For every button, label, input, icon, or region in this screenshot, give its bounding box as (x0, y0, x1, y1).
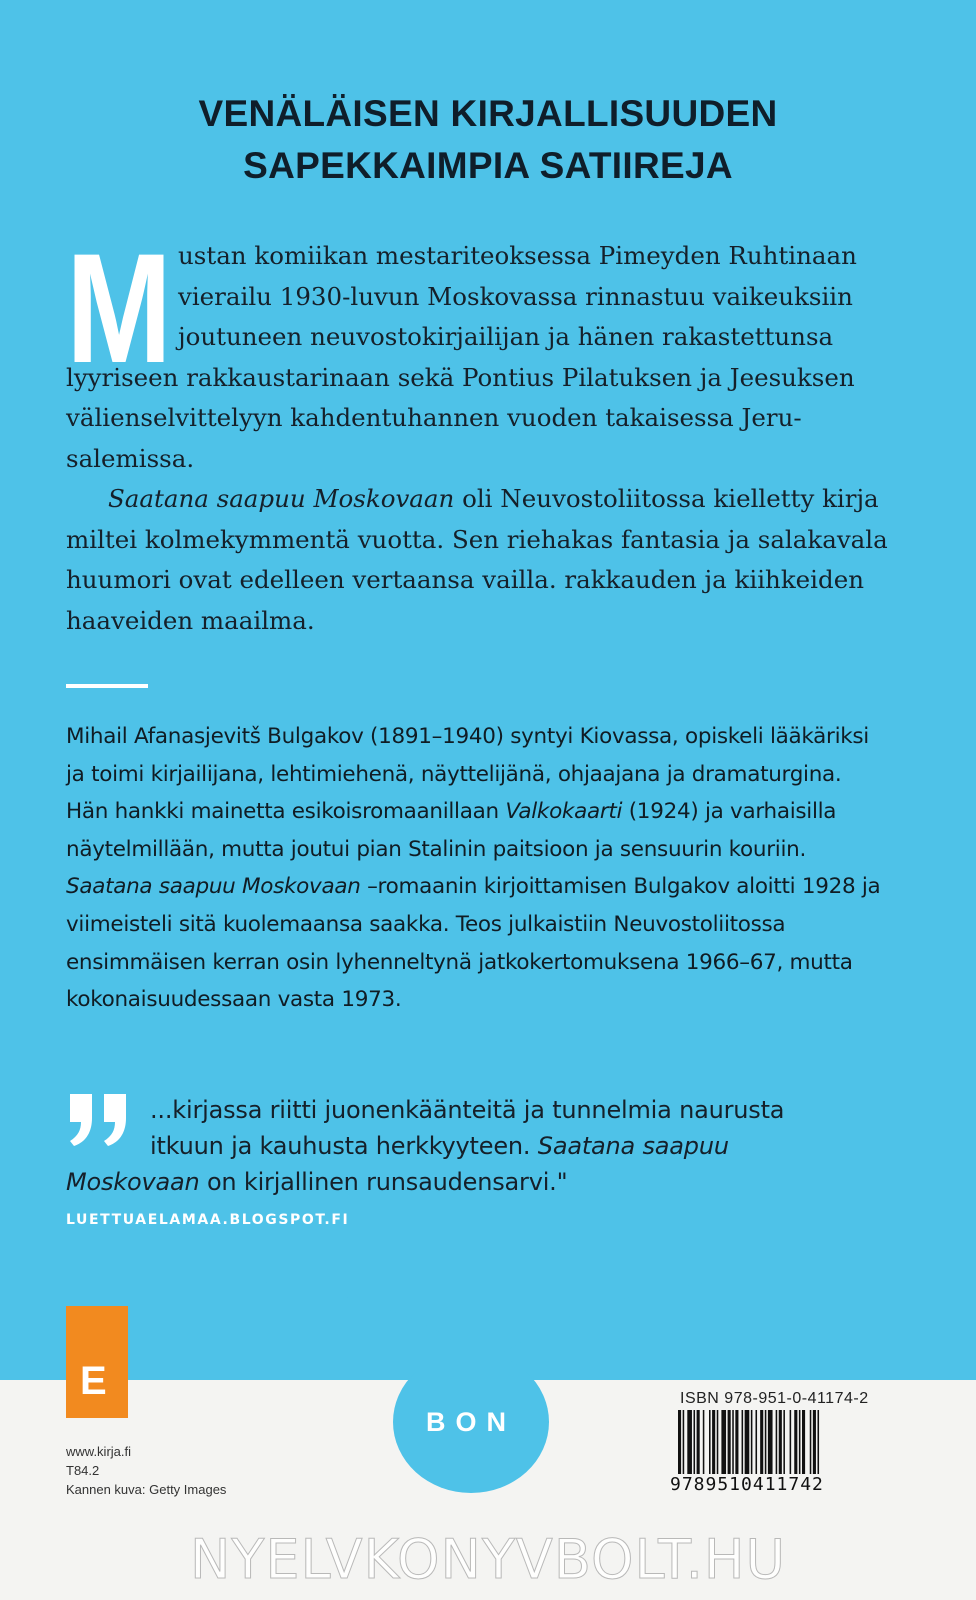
publisher-logo-letter: E (80, 1359, 107, 1403)
quote-line-1: ...kirjassa riitti juonenkäänteitä ja tunnelmia naurusta (150, 1096, 785, 1124)
quote-line-3-italic: Moskovaan (66, 1168, 200, 1196)
synopsis-line-5: välienselvittelyyn kahdentuhannen vuoden takaisessa Jeru- (66, 403, 802, 432)
bio-text-3: –romaanin kirjoittamisen Bulgakov aloitti 1928 ja viimeisteli sitä kuolemaansa saakka. Teos julkaistiin Neuvostoliitossa ensimmäisen kerran osin lyhenneltynä jatkokertomuksena 1966–67, mutta kokonaisuudessaan vasta 1973. (66, 874, 881, 1013)
synopsis-paragraph-2-text: oli Neuvostoliitossa kielletty kirja miltei kolmekymmentä vuotta. Sen riehakas fantasia ja salakavala huumori ovat edelleen vertaansa vailla. rakkauden ja kiihkeiden haaveiden maailma. (66, 484, 888, 635)
cover-headline (80, 88, 896, 192)
synopsis-line-1: ustan komiikan mestariteoksessa Pimeyden Ruhtinaan (178, 241, 857, 270)
drop-cap-letter: M (66, 222, 172, 396)
publisher-info (66, 1442, 226, 1499)
synopsis-line-2: vierailu 1930-luvun Moskovassa rinnastuu vaikeuksiin (178, 281, 853, 311)
headline-line-2: SAPEKKAIMPIA SATIIREJA (243, 145, 733, 186)
bio-italic-title-1: Valkokaarti (505, 799, 623, 825)
author-biography (66, 718, 886, 1019)
quote-source: LUETTUAELAMAA.BLOGSPOT.FI (66, 1212, 350, 1228)
synopsis-paragraph-2 (66, 479, 896, 641)
cover-image-credit: Kannen kuva: Getty Images (66, 1482, 227, 1497)
quote-line-2 (66, 1128, 896, 1164)
barcode (676, 1410, 872, 1474)
bio-italic-title-2: Saatana saapuu Moskovaan (66, 874, 361, 900)
quote-line-2-italic: Saatana saapuu (537, 1132, 729, 1160)
publisher-logo (66, 1306, 128, 1418)
bio-text-1: Mihail Afanasjevitš Bulgakov (1891–1940) syntyi Kiovassa, opiskeli lääkäriksi ja toimi kirjailijana, lehtimiehenä, näyttelijänä, ohjaajana ja dramaturgina. Hän hankki mainetta esikoisromaanillaan (66, 724, 869, 825)
publisher-website: www.kirja.fi (66, 1444, 132, 1459)
synopsis-line-4: lyyriseen rakkaustarinaan sekä Pontius Pilatuksen ja Jeesuksen (66, 362, 855, 392)
series-logo: BON (393, 1351, 549, 1493)
review-quote (66, 1092, 896, 1200)
barcode-number: 9789510411742 (670, 1474, 824, 1495)
headline-line-1: VENÄLÄISEN KIRJALLISUUDEN (198, 93, 778, 134)
synopsis-line-3: joutuneen neuvostokirjailijan ja hänen rakastettunsa (178, 322, 834, 351)
bio-text-2: (1924) ja varhaisilla näytelmillään, mutta joutui pian Stalinin paitsioon ja sensuurin kouriin. (66, 799, 837, 862)
watermark: NYELVKONYVBOLT.HU (190, 1528, 786, 1591)
synopsis-line-6: salemissa. (66, 443, 195, 473)
classification-code: T84.2 (66, 1463, 100, 1478)
synopsis (66, 236, 896, 641)
book-title-italic: Saatana saapuu Moskovaan (108, 484, 455, 513)
isbn-label: ISBN 978-951-0-41174-2 (680, 1390, 869, 1407)
section-divider (66, 684, 148, 688)
quote-line-2-text: itkuun ja kauhusta herkkyyteen. (150, 1132, 538, 1160)
synopsis-paragraph-1 (66, 236, 896, 479)
quote-line-3-text: on kirjallinen runsaudensarvi." (199, 1168, 568, 1196)
quote-line-3 (66, 1164, 896, 1200)
